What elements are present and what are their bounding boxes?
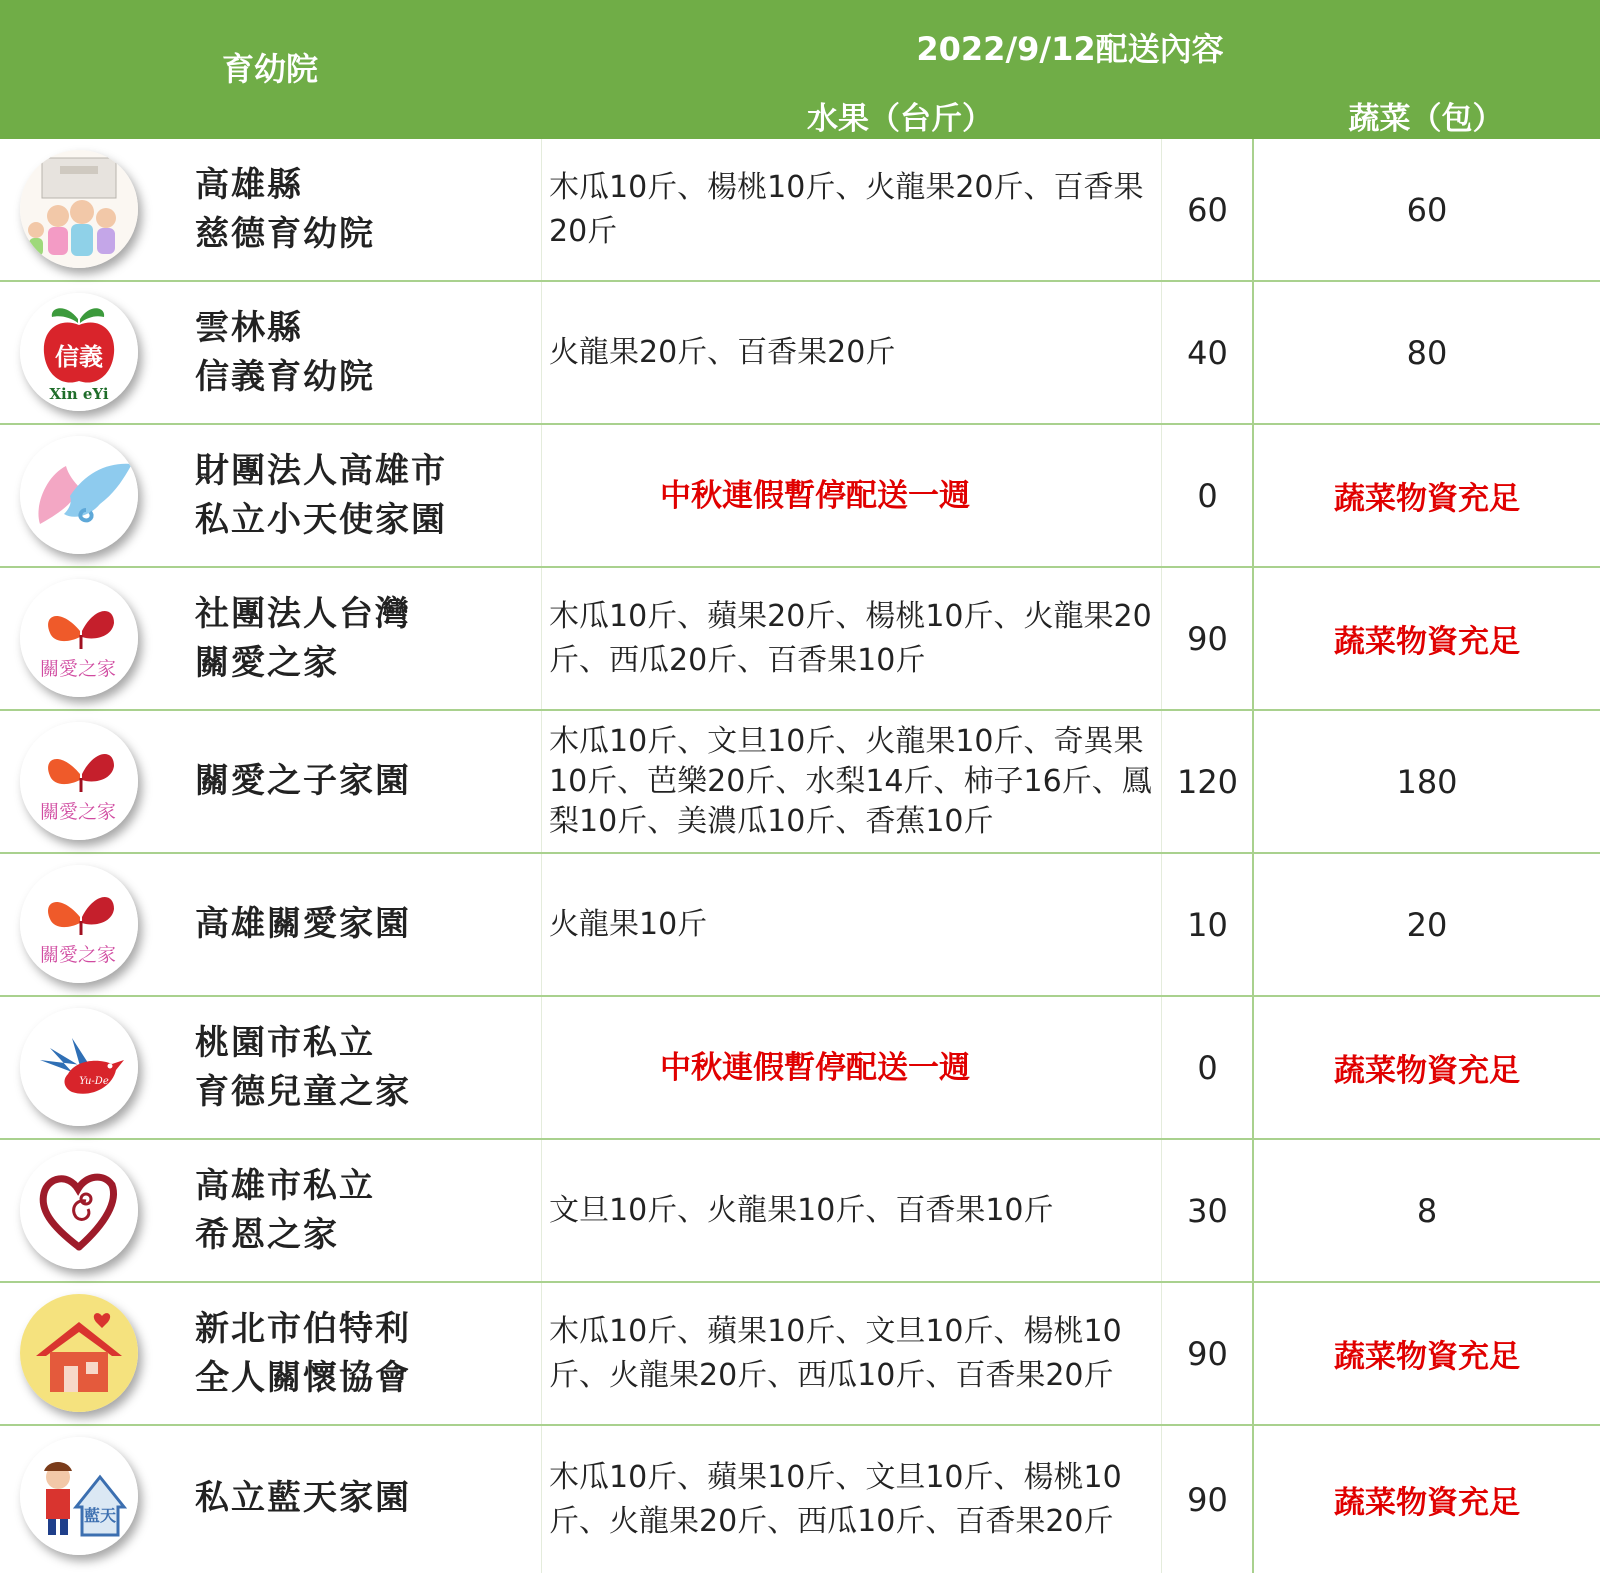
heart-baby-logo <box>20 1151 138 1269</box>
fruit-quantity: 0 <box>1161 997 1253 1138</box>
little-angel-logo <box>20 436 138 554</box>
svg-text:關愛之家: 關愛之家 <box>39 658 117 680</box>
fruit-quantity: 0 <box>1161 425 1253 566</box>
fruit-items: 木瓜10斤、蘋果20斤、楊桃10斤、火龍果20斤、西瓜20斤、百香果10斤 <box>541 568 1161 709</box>
fruit-quantity: 90 <box>1161 1283 1253 1424</box>
fruit-quantity: 90 <box>1161 568 1253 709</box>
table-row <box>0 568 1600 711</box>
table-row <box>0 1283 1600 1426</box>
fruit-quantity: 120 <box>1161 711 1253 852</box>
svg-text:信義: 信義 <box>55 342 103 371</box>
delivery-paused-notice: 中秋連假暫停配送一週 <box>541 997 1161 1138</box>
fruit-quantity: 30 <box>1161 1140 1253 1281</box>
orphanage-name: 關愛之子家園 <box>195 761 411 801</box>
house-logo <box>20 1294 138 1412</box>
svg-text:關愛之家: 關愛之家 <box>39 944 117 966</box>
xinyi-apple-logo <box>20 293 138 411</box>
fruit-items: 文旦10斤、火龍果10斤、百香果10斤 <box>541 1140 1161 1281</box>
vegetable-quantity: 60 <box>1252 139 1600 280</box>
fruit-items: 木瓜10斤、楊桃10斤、火龍果20斤、百香果20斤 <box>541 139 1161 280</box>
column-header-fruit: 水果（台斤） <box>807 101 993 137</box>
fruit-items: 火龍果10斤 <box>541 854 1161 995</box>
svg-text:關愛之家: 關愛之家 <box>39 801 117 823</box>
svg-text:藍天: 藍天 <box>83 1506 117 1525</box>
vegetable-quantity: 180 <box>1252 711 1600 852</box>
vegetable-quantity: 20 <box>1252 854 1600 995</box>
table-row <box>0 1426 1600 1573</box>
vegetable-sufficient-notice: 蔬菜物資充足 <box>1252 425 1600 566</box>
lantian-logo <box>20 1437 138 1555</box>
orphanage-name: 高雄關愛家園 <box>195 904 411 944</box>
vegetable-sufficient-notice: 蔬菜物資充足 <box>1252 997 1600 1138</box>
fruit-items: 木瓜10斤、文旦10斤、火龍果10斤、奇異果10斤、芭樂20斤、水梨14斤、柿子16斤、鳳梨10斤、美濃瓜10斤、香蕉10斤 <box>541 711 1161 852</box>
fruit-items: 火龍果20斤、百香果20斤 <box>541 282 1161 423</box>
orphanage-name: 雲林縣 信義育幼院 <box>195 307 375 397</box>
column-header-orphanage: 育幼院 <box>221 50 318 88</box>
vegetable-quantity: 8 <box>1252 1140 1600 1281</box>
fruit-quantity: 40 <box>1161 282 1253 423</box>
ciide-orphanage-logo <box>20 150 138 268</box>
vegetable-sufficient-notice: 蔬菜物資充足 <box>1252 1283 1600 1424</box>
fruit-items: 木瓜10斤、蘋果10斤、文旦10斤、楊桃10斤、火龍果20斤、西瓜10斤、百香果20斤 <box>541 1426 1161 1573</box>
vegetable-quantity: 80 <box>1252 282 1600 423</box>
vegetable-sufficient-notice: 蔬菜物資充足 <box>1252 1426 1600 1573</box>
orphanage-name: 財團法人高雄市 私立小天使家園 <box>195 450 447 540</box>
yude-bird-logo <box>20 1008 138 1126</box>
orphanage-name: 高雄市私立 希恩之家 <box>195 1165 375 1255</box>
orphanage-name: 私立藍天家園 <box>195 1478 411 1518</box>
svg-text:Xin eYi: Xin eYi <box>49 385 109 403</box>
orphanage-name: 社團法人台灣 關愛之家 <box>195 593 411 683</box>
guanai-butterfly-logo <box>20 722 138 840</box>
column-header-vegetable: 蔬菜（包） <box>1348 101 1504 137</box>
delivery-date-title: 2022/9/12配送內容 <box>916 30 1224 68</box>
table-row <box>0 854 1600 997</box>
fruit-items: 木瓜10斤、蘋果10斤、文旦10斤、楊桃10斤、火龍果20斤、西瓜10斤、百香果20斤 <box>541 1283 1161 1424</box>
orphanage-name: 高雄縣 慈德育幼院 <box>195 164 375 254</box>
orphanage-name: 桃園市私立 育德兒童之家 <box>195 1022 411 1112</box>
fruit-quantity: 90 <box>1161 1426 1253 1573</box>
guanai-butterfly-logo <box>20 579 138 697</box>
fruit-quantity: 10 <box>1161 854 1253 995</box>
svg-text:Yu-De: Yu-De <box>79 1076 109 1087</box>
guanai-butterfly-logo <box>20 865 138 983</box>
delivery-paused-notice: 中秋連假暫停配送一週 <box>541 425 1161 566</box>
fruit-quantity: 60 <box>1161 139 1253 280</box>
table-header <box>0 0 1600 139</box>
table-row <box>0 1140 1600 1283</box>
table-row <box>0 711 1600 854</box>
orphanage-name: 新北市伯特利 全人關懷協會 <box>195 1308 411 1398</box>
table-row <box>0 425 1600 568</box>
table-row <box>0 282 1600 425</box>
table-row <box>0 997 1600 1140</box>
vegetable-sufficient-notice: 蔬菜物資充足 <box>1252 568 1600 709</box>
table-row <box>0 139 1600 282</box>
